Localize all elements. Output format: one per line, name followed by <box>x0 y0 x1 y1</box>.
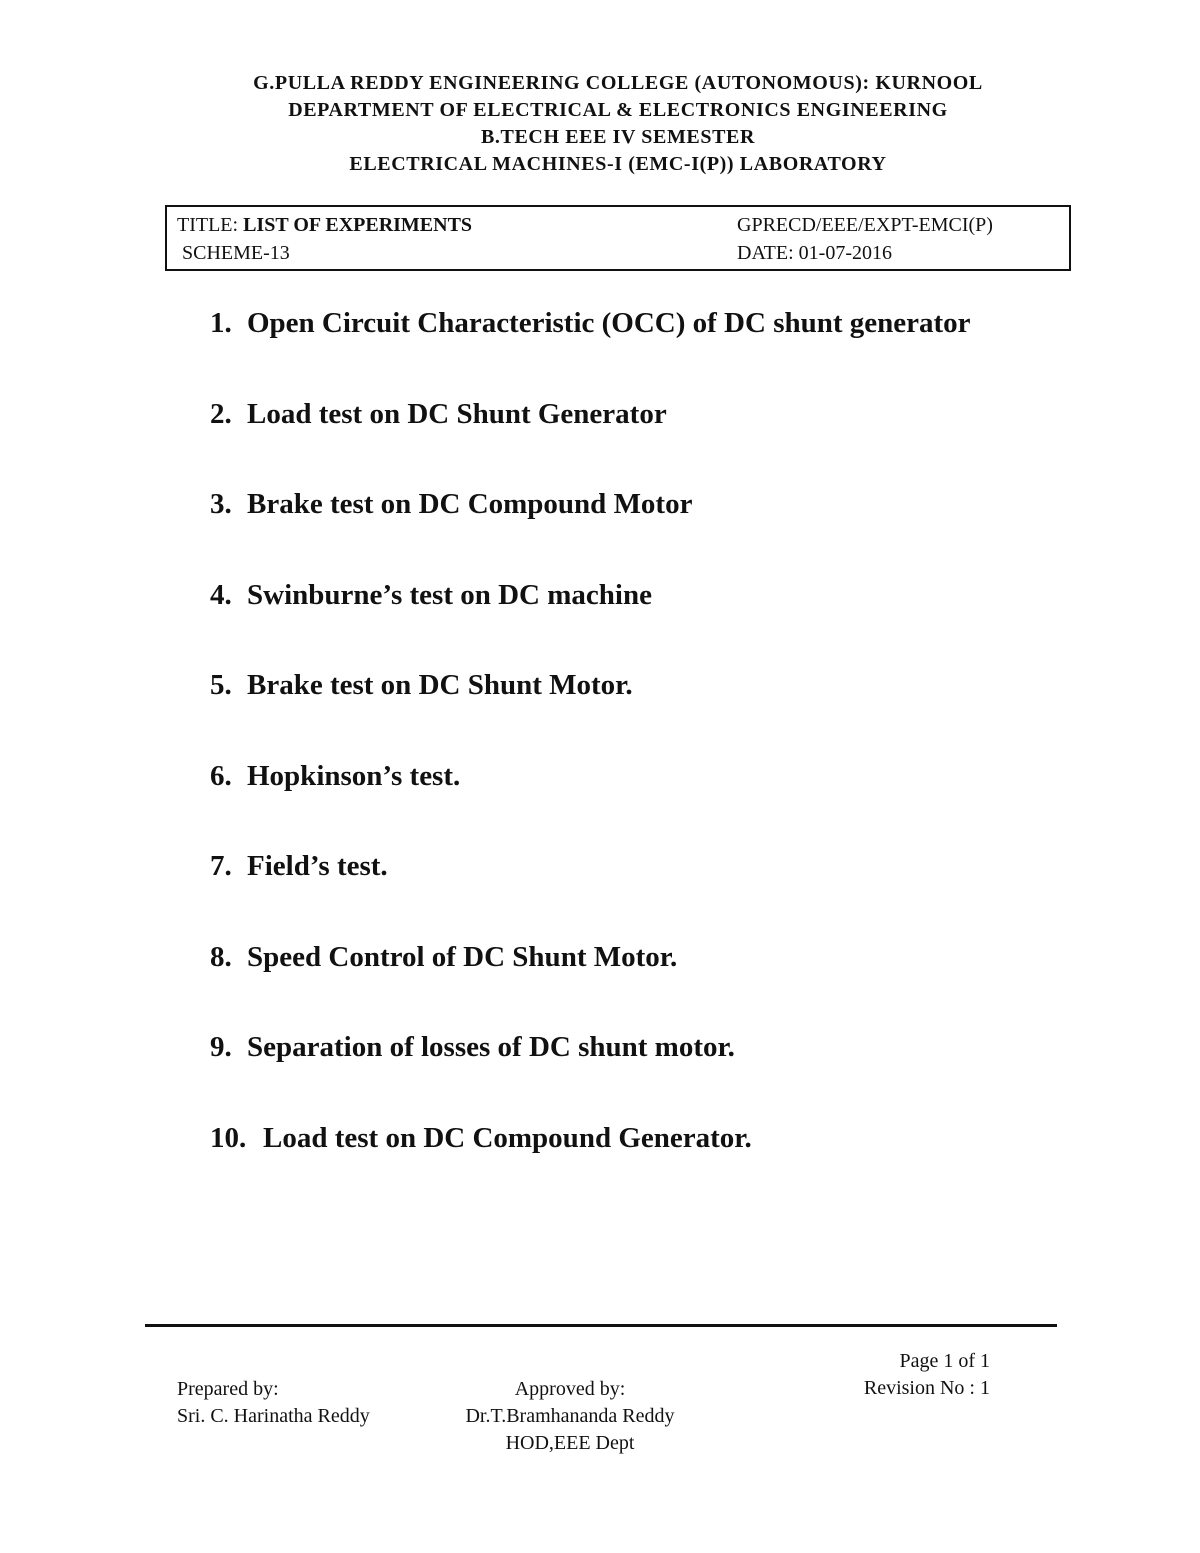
item-text: Speed Control of DC Shunt Motor. <box>247 940 678 973</box>
list-item <box>210 843 971 934</box>
item-number: 8. <box>210 940 232 973</box>
prepared-by-name: Sri. C. Harinatha Reddy <box>177 1405 370 1427</box>
title-value: LIST OF EXPERIMENTS <box>243 214 473 236</box>
item-text: Open Circuit Characteristic (OCC) of DC shunt generator <box>247 307 971 339</box>
list-item <box>210 934 971 1025</box>
item-number: 9. <box>210 1031 232 1063</box>
item-number: 7. <box>210 850 232 882</box>
approved-by-block <box>440 1376 700 1457</box>
item-text: Brake test on DC Compound Motor <box>247 488 693 520</box>
item-text: Brake test on DC Shunt Motor. <box>247 669 633 701</box>
prepared-by-label: Prepared by: <box>177 1378 279 1400</box>
item-number: 3. <box>210 488 232 520</box>
item-text: Hopkinson’s test. <box>247 759 461 792</box>
footer-divider <box>145 1324 1057 1327</box>
item-text: Field’s test. <box>247 850 388 882</box>
page-number: Page 1 of 1 <box>899 1350 990 1372</box>
prepared-by-block <box>177 1376 370 1430</box>
list-item <box>210 391 971 482</box>
item-text: Load test on DC Compound Generator. <box>263 1121 752 1154</box>
item-text: Separation of losses of DC shunt motor. <box>247 1031 735 1063</box>
approved-by-label: Approved by: <box>514 1378 626 1400</box>
list-item <box>210 300 971 391</box>
title-key: TITLE: <box>177 214 244 236</box>
item-number: 6. <box>210 759 232 792</box>
laboratory-name: ELECTRICAL MACHINES-I (EMC-I(P)) LABORATORY <box>349 153 887 175</box>
page-info-block <box>820 1348 990 1402</box>
revision-number: Revision No : 1 <box>863 1377 990 1399</box>
department-name: DEPARTMENT OF ELECTRICAL & ELECTRONICS ENGINEERING <box>288 99 948 121</box>
list-item <box>210 662 971 753</box>
item-text: Load test on DC Shunt Generator <box>247 397 667 430</box>
college-name: G.PULLA REDDY ENGINEERING COLLEGE (AUTONOMOUS): KURNOOL <box>253 72 983 94</box>
document-title <box>177 213 472 237</box>
scheme-label: SCHEME-13 <box>182 242 290 264</box>
document-date: DATE: 01-07-2016 <box>737 242 892 264</box>
item-text: Swinburne’s test on DC machine <box>247 578 652 611</box>
item-number: 2. <box>210 397 232 430</box>
approved-by-name: Dr.T.Bramhananda Reddy <box>465 1405 675 1427</box>
list-item <box>210 572 971 663</box>
document-header <box>0 70 1200 178</box>
list-item <box>210 1024 971 1115</box>
list-item <box>210 1115 971 1206</box>
course-semester: B.TECH EEE IV SEMESTER <box>480 126 756 148</box>
item-number: 5. <box>210 669 232 701</box>
item-number: 10. <box>210 1121 247 1154</box>
list-item <box>210 481 971 572</box>
item-number: 4. <box>210 578 232 611</box>
item-number: 1. <box>210 307 232 339</box>
document-code: GPRECD/EEE/EXPT-EMCI(P) <box>737 214 993 236</box>
approved-by-role: HOD,EEE Dept <box>505 1432 635 1454</box>
list-item <box>210 753 971 844</box>
title-box <box>165 205 1071 271</box>
experiment-list <box>210 300 971 1205</box>
